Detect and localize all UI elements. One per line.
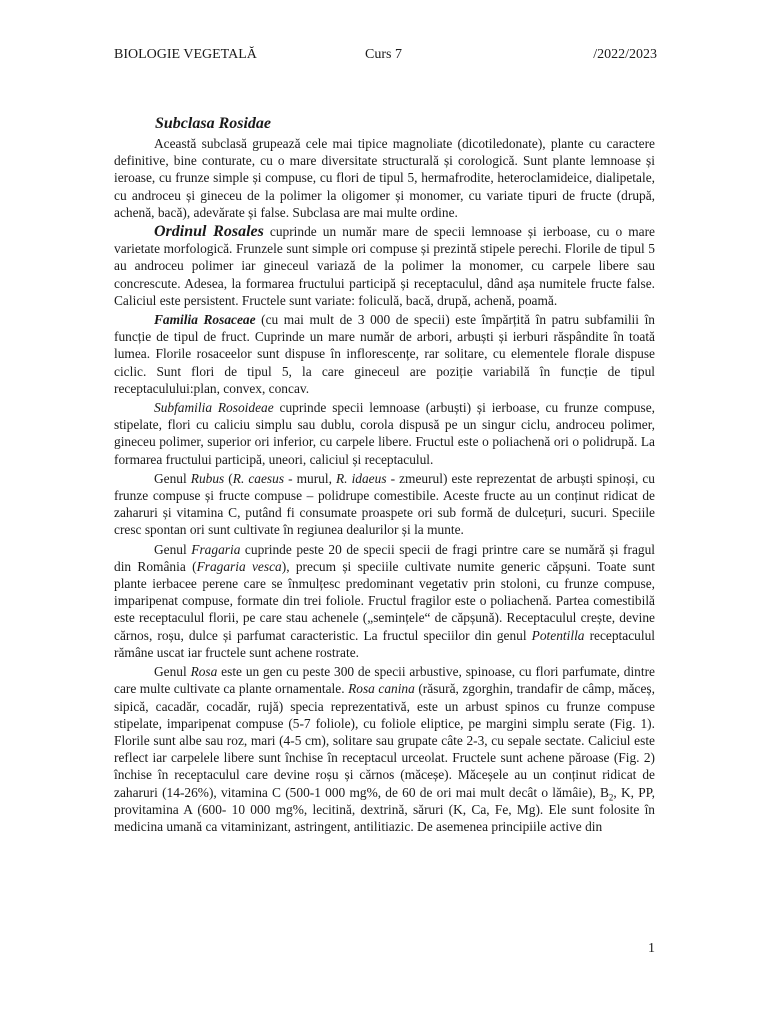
family-title: Familia Rosaceae bbox=[154, 312, 256, 328]
subscript: 2 bbox=[608, 792, 614, 803]
genus-name: Rosa bbox=[190, 664, 218, 680]
text-run: , K, PP, provitamina A (600- 10 000 mg%, lecitină, dextrină, săruri (K, Ca, Fe, Mg). Ele sunt folosite în medicina umană ca vitaminizant, astringent, antilitiazic. De asemenea principiile active din bbox=[114, 784, 655, 834]
paragraph-text: cuprinde un număr mare de specii lemnoase și ierboase, cu o mare varietate morfologică. Frunzele sunt simple ori compuse și prezintă stipele perechi. Florile de tipul 5 au androceu polimer iar gineceul variază de la polimer la monomer, cu carpele libere sau concrescute. Adesea, la formarea fructului participă și receptaculul, dând așa numitele fructe false. Caliciul este persistent. Fructele sunt variate: foliculă, bacă, drupă, achenă, poamă. bbox=[114, 224, 656, 308]
section-title: Subclasa Rosidae bbox=[155, 115, 272, 132]
text-run: ( bbox=[224, 470, 233, 486]
header-academic-year: /2022/2023 bbox=[593, 47, 657, 62]
paragraph-text: cuprinde specii lemnoase (arbuști) și ierboase, cu frunze compuse, stipelate, flori cu caliciu simplu sau dublu, corola dispusă pe un singur ciclu, androceu polimer, gineceu polimer, superior ori inferior, cu carpele libere. Fructul este o poliachenă ori o polidrupă. La formarea fructului participă, uneori, caliciul și receptaculul. bbox=[114, 400, 655, 467]
page-number: 1 bbox=[648, 941, 655, 956]
text-run: - zmeurul) este reprezentat de arbuști spinoși, cu frunze compuse și fructe compuse – polidrupe comestibile. Aceste fructe au un conținut ridicat de zaharuri și vitamina C, putând fi consumate proaspete ori sub formă de dulcețuri, sucuri. Speciile cresc spontan ori sunt cultivate în regiunea dealurilor și la munte. bbox=[114, 470, 656, 538]
species-name: Rosa canina bbox=[348, 681, 415, 697]
genus-name: Potentilla bbox=[531, 627, 585, 643]
page-header bbox=[114, 47, 657, 67]
text-run: Genul bbox=[154, 470, 191, 486]
text-run: (răsură, zgorghin, trandafir de câmp, măceș, sipică, cacadăr, cocadăr, rujă) specia reprezentativă, este un arbust spinos cu frunze compuse stipelate, imparipenat compuse (5-7 foliole), cu foliole eliptice, pe margini simplu serate (Fig. 1). Florile sunt albe sau roz, mari (4-5 cm), solitare sau grupate câte 2-3, cu sepale sectate. Caliciul este reflect iar carpelele libere sunt închise în receptacul urceolat. Fructele sunt achene păroase (Fig. 2) închise în receptaculul care devine roșu și cărnos (măceșe). Măceșele au un conținut ridicat de zaharuri (14-26%), vitamina C (500-1 000 mg%, de 60 de ori mai mult decât o lămâie), B bbox=[114, 681, 655, 800]
header-lecture-number: Curs 7 bbox=[365, 47, 402, 62]
paragraph-subclass-intro: Această subclasă grupează cele mai tipice magnoliate (dicotiledonate), plante cu caractere definitive, bine conturate, cu o mare diversitate structurală și corologică. Sunt plante lemnoase și ieroase, cu frunze simple și compuse, cu flori de tipul 5, hermafrodite, heteroclamideice, dialipetale, cu androceu și gineceu de la polimer la oligomer și monomer, cu variate tipuri de fructe (drupă, achenă, bacă), adevărate și false. Subclasa are mai multe ordine. bbox=[114, 136, 655, 220]
text-run: Genul bbox=[154, 664, 191, 680]
text-run: receptaculul rămâne uscat iar fructele sunt achene rostrate. bbox=[114, 627, 655, 660]
text-run: Genul bbox=[154, 541, 192, 557]
species-name: Fragaria vesca bbox=[196, 558, 282, 574]
paragraph-genus-rubus bbox=[114, 470, 655, 539]
subfamily-title: Subfamilia Rosoideae bbox=[154, 400, 274, 416]
text-run: cuprinde peste 20 de specii specii de fragi printre care se numără și fragul din România ( bbox=[114, 541, 655, 574]
text-run: - murul, bbox=[284, 470, 336, 486]
document-body bbox=[114, 114, 655, 835]
genus-name: Fragaria bbox=[191, 541, 241, 557]
paragraph-order-rosales bbox=[114, 223, 655, 309]
paragraph-text: (cu mai mult de 3 000 de specii) este împărțită în patru subfamilii în funcție de tipul de fruct. Cuprinde un mare număr de arbori, arbuști și ierburi răspândite în toată lumea. Florile rosaceelor sunt dispuse în inflorescențe, rar solitare, cu elementele florale dispuse ciclic. Sunt flori de tipul 5, la care gineceul are poziție variabilă în funcție de tipul receptaculului:plan, convex, concav. bbox=[114, 312, 655, 396]
text-run: este un gen cu peste 300 de specii arbustive, spinoase, cu flori parfumate, dintre care multe cultivate ca plante ornamentale. bbox=[114, 664, 656, 697]
paragraph-genus-rosa bbox=[114, 663, 655, 835]
genus-name: Rubus bbox=[190, 470, 225, 486]
paragraph-genus-fragaria bbox=[114, 541, 655, 661]
paragraph-family-rosaceae bbox=[114, 311, 655, 397]
header-course-title: BIOLOGIE VEGETALĂ bbox=[114, 47, 257, 62]
text-run: ), precum și speciile cultivate numite generic căpșuni. Toate sunt plante ierbacee perene care se înmulțesc predominant vegetativ prin stoloni, cu frunze compuse, imparipenat compuse, formate din trei foliole. Fructul fragilor este o poliachenă. Partea comestibilă este receptaculul florii, pe care stau achenele („semințele“ de căpșună). Receptaculul crește, devine cărnos, roșu, dulce și parfumat caracteristic. La fructul speciilor din genul bbox=[114, 558, 655, 643]
species-name: R. idaeus bbox=[336, 470, 387, 486]
species-name: R. caesus bbox=[232, 470, 285, 486]
order-title: Ordinul Rosales bbox=[154, 223, 264, 241]
paragraph-subfamily-rosoideae bbox=[114, 399, 655, 468]
